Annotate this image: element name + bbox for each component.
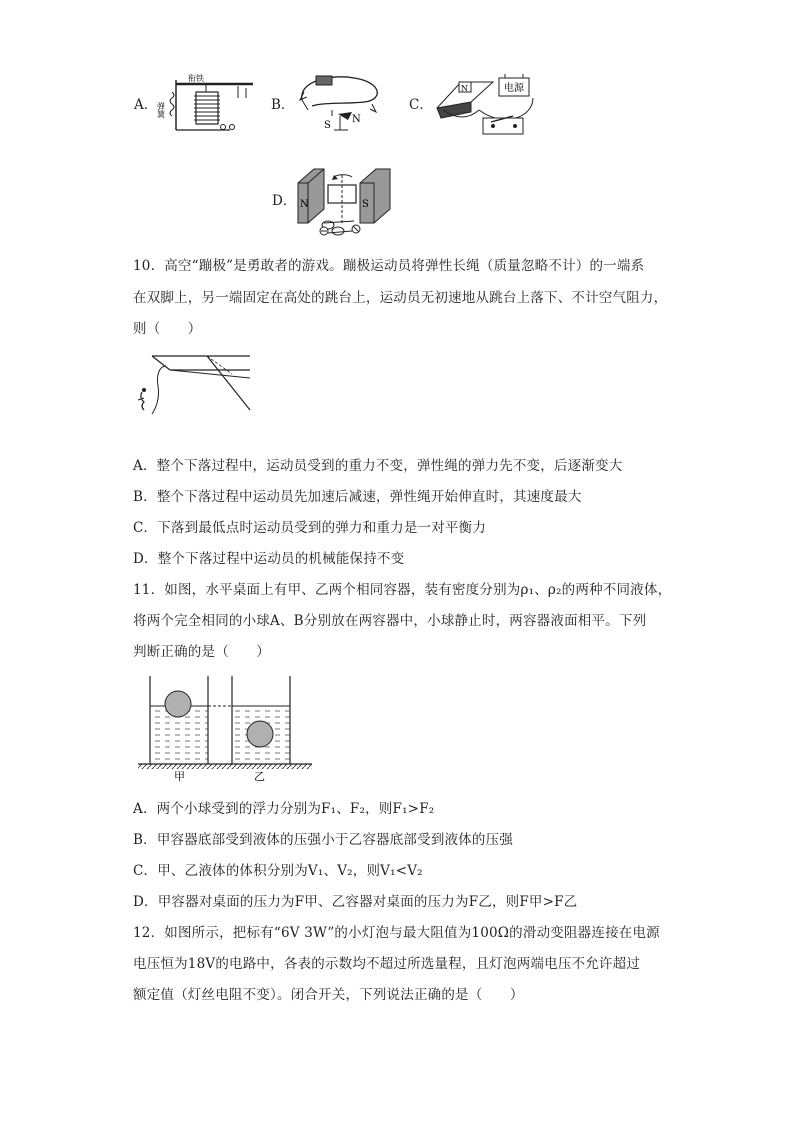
q9-figure-d-generator <box>294 163 398 239</box>
q10-option-c: C．下落到最低点时运动员受到的弹力和重力是一对平衡力 <box>133 520 487 536</box>
q9-fig-a-label-armature: 衔铁 <box>188 74 204 83</box>
q9-figure-a-electromagnetic-relay <box>158 72 258 134</box>
q11-fig-label-yi: 乙 <box>254 770 265 783</box>
q11-figure-two-containers <box>134 672 318 784</box>
q11-text-line-1: 11．如图，水平桌面上有甲、乙两个相同容器，装有密度分别为ρ₁、ρ₂的两种不同液体， <box>133 582 672 598</box>
q9-option-c-label: C． <box>409 97 433 113</box>
q11-option-d: D．甲容器对桌面的压力为F甲、乙容器对桌面的压力为F乙，则F甲>F乙 <box>133 894 578 910</box>
q10-text-line-1: 10．高空“蹦极”是勇敢者的游戏。蹦极运动员将弹性长绳（质量忽略不计）的一端系 <box>133 258 645 274</box>
q9-fig-a-label-spring: 弹簧 <box>156 102 166 118</box>
q11-text-line-3: 判断正确的是（ ） <box>133 644 270 660</box>
q12-text-line-2: 电压恒为18V的电路中，各表的示数均不超过所选量程，且灯泡两端电压不允许超过 <box>133 956 641 972</box>
q9-figure-c-motor-principle <box>433 68 543 140</box>
q9-fig-b-s: S <box>324 120 331 131</box>
q11-text-line-2: 将两个完全相同的小球A、B分别放在两容器中，小球静止时，两容器液面相平。下列 <box>133 613 647 629</box>
q9-option-d-label: D． <box>272 193 297 209</box>
q12-text-line-1: 12．如图所示，把标有“6V 3W”的小灯泡与最大阻值为100Ω的滑动变阻器连接在电源 <box>133 925 660 941</box>
q10-option-d: D．整个下落过程中运动员的机械能保持不变 <box>133 551 405 567</box>
q9-fig-c-power: 电源 <box>504 83 524 94</box>
q9-fig-d-n: N <box>300 199 309 210</box>
q9-option-b-label: B． <box>271 97 295 113</box>
q11-option-b: B．甲容器底部受到液体的压强小于乙容器底部受到液体的压强 <box>133 832 514 848</box>
q9-option-a-label: A． <box>134 97 158 113</box>
q9-figure-b-oersted-wire-compass <box>294 70 386 136</box>
q12-text-line-3: 额定值（灯丝电阻不变）。闭合开关，下列说法正确的是（ ） <box>133 987 524 1003</box>
q10-text-line-3: 则（ ） <box>133 321 202 337</box>
q11-fig-label-jia: 甲 <box>174 770 185 783</box>
q9-fig-c-n: N <box>461 84 468 93</box>
q9-fig-b-n: N <box>352 114 361 125</box>
q10-option-b: B．整个下落过程中运动员先加速后减速，弹性绳开始伸直时，其速度最大 <box>133 489 582 505</box>
q10-text-line-2: 在双脚上，另一端固定在高处的跳台上，运动员无初速地从跳台上落下、不计空气阻力， <box>133 290 668 306</box>
q11-option-a: A．两个小球受到的浮力分别为F₁、F₂，则F₁>F₂ <box>133 801 435 817</box>
q10-option-a: A．整个下落过程中，运动员受到的重力不变，弹性绳的弹力先不变，后逐渐变大 <box>133 458 623 474</box>
q10-figure-bungee-jump <box>132 352 252 418</box>
q9-fig-d-s: S <box>362 199 369 210</box>
q11-option-c: C．甲、乙液体的体积分别为V₁、V₂，则V₁<V₂ <box>133 863 423 879</box>
